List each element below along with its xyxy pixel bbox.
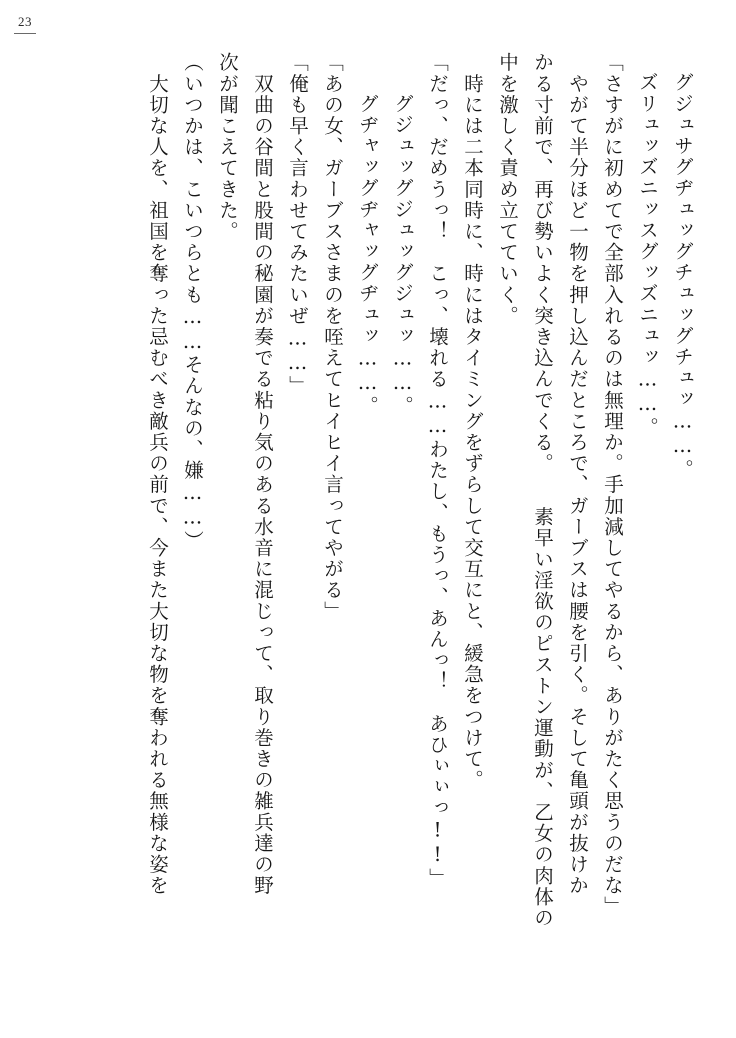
text-line: 「あの女、ガーブスさまのを咥えてヒイヒイ言ってやがる」 bbox=[321, 52, 344, 622]
text-line: 大切な人を、祖国を奪った忌むべき敵兵の前で、今また大切な物を奪われる無様な姿を bbox=[146, 52, 169, 896]
text-line: 時には二本同時に、時にはタイミングをずらして交互にと、緩急をつけて。 bbox=[461, 52, 484, 791]
text-line: 「だっ、だめうっ！ こっ、壊れる……わたし、もうっ、あんっ！ あひぃぃっ!!」 bbox=[426, 52, 449, 889]
page-text-body bbox=[44, 52, 692, 1010]
text-line: かる寸前で、再び勢いよく突き込んでくる。 素早い淫欲のピストン運動が、乙女の肉体の bbox=[531, 52, 554, 929]
text-line: 双曲の谷間と股間の秘園が奏でる粘り気のある水音に混じって、取り巻きの雑兵達の野 bbox=[251, 52, 274, 896]
page-number-rule bbox=[14, 33, 36, 34]
text-line: 次が聞こえてきた。 bbox=[216, 52, 239, 242]
text-line: グジュッグジュッグジュッ……。 bbox=[391, 72, 414, 417]
text-line: （いつかは、こいつらとも……そんなの、嫌……） bbox=[181, 52, 204, 552]
text-line: グジュサグヂュッグチュッグチュッ……。 bbox=[671, 72, 694, 480]
text-line: 中を激しく責め立てていく。 bbox=[496, 52, 519, 327]
text-line: 「さすがに初めてで全部入れるのは無理か。手加減してやるから、ありがたく思うのだな」 bbox=[601, 52, 624, 918]
page-number: 23 bbox=[18, 14, 32, 29]
text-line: グヂャッグヂャッグヂュッ……。 bbox=[356, 72, 379, 417]
text-line: ズリュッズニッスグッズニュッ……。 bbox=[636, 72, 659, 438]
text-line: やがて半分ほど一物を押し込んだところで、ガーブスは腰を引く。そして亀頭が抜けか bbox=[566, 52, 589, 896]
text-line: 「俺も早く言わせてみたいぜ……」 bbox=[286, 52, 309, 397]
